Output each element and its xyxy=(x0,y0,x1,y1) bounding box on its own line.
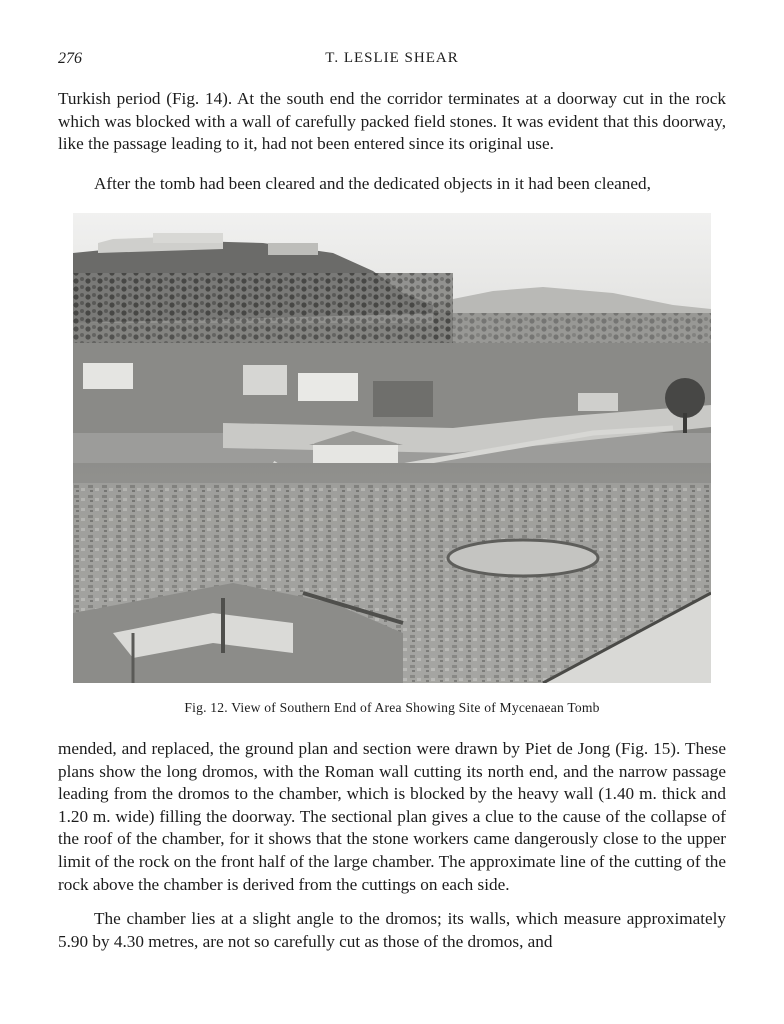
figure-photograph xyxy=(73,213,711,683)
page-number: 276 xyxy=(58,50,82,67)
excavation-photo xyxy=(73,213,711,683)
figure-caption: Fig. 12. View of Southern End of Area Showing Site of Mycenaean Tomb xyxy=(184,700,600,715)
running-head: T. LESLIE SHEAR xyxy=(325,50,459,66)
paragraph-3: mended, and replaced, the ground plan and section were drawn by Piet de Jong (Fig. 15). These plans show the long dromos, with the Roman wall cutting its north end, and the narrow passage leading from the dromos to the chamber, which is blocked by the heavy wall (1.40 m. thick and 1.20 m. wide) filling the doorway. The sectional plan gives a clue to the cause of the collapse of the roof of the chamber, for it shows that the stone workers came dangerously close to the upper limit of the rock on the front half of the large chamber. The approximate line of the cutting of the rock above the chamber is derived from the cuttings on each side. xyxy=(58,739,726,894)
paragraph-2: After the tomb had been cleared and the dedicated objects in it had been cleaned, xyxy=(94,174,651,193)
paragraph-4: The chamber lies at a slight angle to the dromos; its walls, which measure approximately 5.90 by 4.30 metres, are not so carefully cut as those of the dromos, and xyxy=(58,909,726,951)
page-header xyxy=(58,50,726,72)
paragraph-1: Turkish period (Fig. 14). At the south end the corridor terminates at a doorway cut in the rock which was blocked with a wall of carefully packed field stones. It was evident that this doorway, like the passage leading to it, had not been entered since its original use. xyxy=(58,89,726,154)
